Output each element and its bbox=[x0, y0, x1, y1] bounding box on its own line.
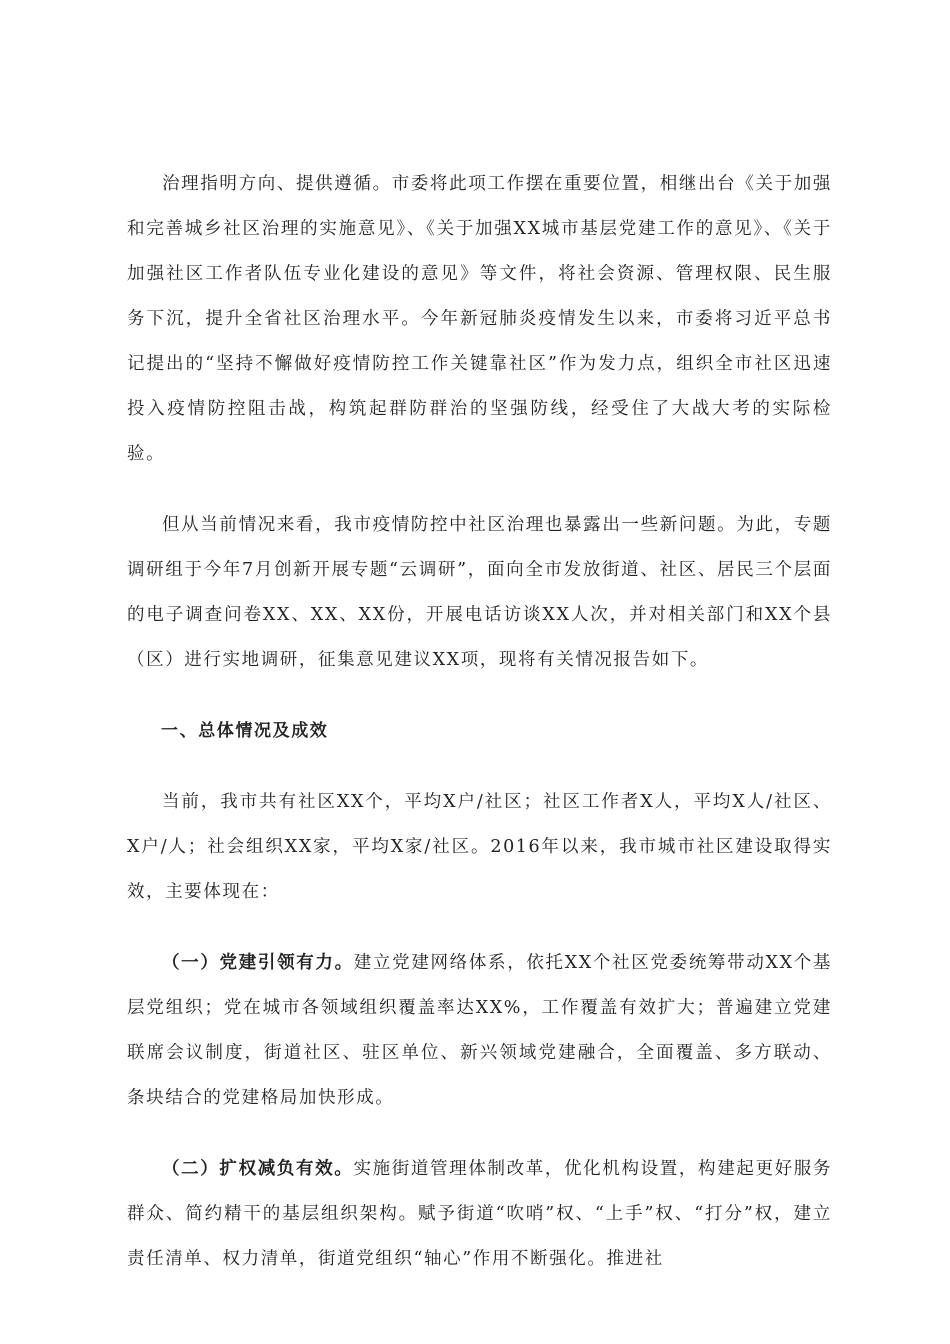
item-lead: （一）党建引领有力。 bbox=[162, 953, 354, 973]
paragraph-governance-guidance: 治理指明方向、提供遵循。市委将此项工作摆在重要位置，相继出台《关于加强和完善城乡社区治理的实施意见》、《关于加强XX城市基层党建工作的意见》、《关于加强社区工作者队伍专业化建设的意见》等文件，将社会资源、管理权限、民生服务下沉，提升全省社区治理水平。今年新冠肺炎疫情发生以来，市委将习近平总书记提出的“坚持不懈做好疫情防控工作关键靠社区”作为发力点，组织全市社区迅速投入疫情防控阻击战，构筑起群防群治的坚强防线，经受住了大战大考的实际检验。 bbox=[127, 174, 832, 464]
paragraph-cloud-survey: 但从当前情况来看，我市疫情防控中社区治理也暴露出一些新问题。为此，专题调研组于今年7月创新开展专题“云调研”，面向全市发放街道、社区、居民三个层面的电子调查问卷XX、XX、XX份，开展电话访谈XX人次，并对相关部门和XX个县（区）进行实地调研，征集意见建议XX项，现将有关情况报告如下。 bbox=[127, 515, 832, 670]
item-text: 实施街道管理体制改革，优化机构设置，构建起更好服务群众、简约精干的基层组织架构。赋予街道“吹哨”权、“上手”权、“打分”权，建立责任清单、权力清单，街道党组织“轴心”作用不断强化。推进社 bbox=[127, 1159, 833, 1269]
document-body bbox=[127, 162, 832, 1308]
item-party-building bbox=[127, 941, 832, 1121]
item-lead: （二）扩权减负有效。 bbox=[162, 1159, 354, 1179]
item-text: 建立党建网络体系，依托XX个社区党委统筹带动XX个基层党组织；党在城市各领域组织覆盖率达XX%，工作覆盖有效扩大；普遍建立党建联席会议制度，街道社区、驻区单位、新兴领域党建融合，全面覆盖、多方联动、条块结合的党建格局加快形成。 bbox=[127, 953, 832, 1108]
section-heading: 一、总体情况及成效 bbox=[161, 721, 329, 741]
paragraph-overall-status: 当前，我市共有社区XX个，平均X户/社区；社区工作者X人，平均X人/社区、X户/人；社会组织XX家，平均X家/社区。2016年以来，我市城市社区建设取得实效，主要体现在： bbox=[127, 792, 832, 902]
item-empowerment bbox=[127, 1147, 832, 1282]
